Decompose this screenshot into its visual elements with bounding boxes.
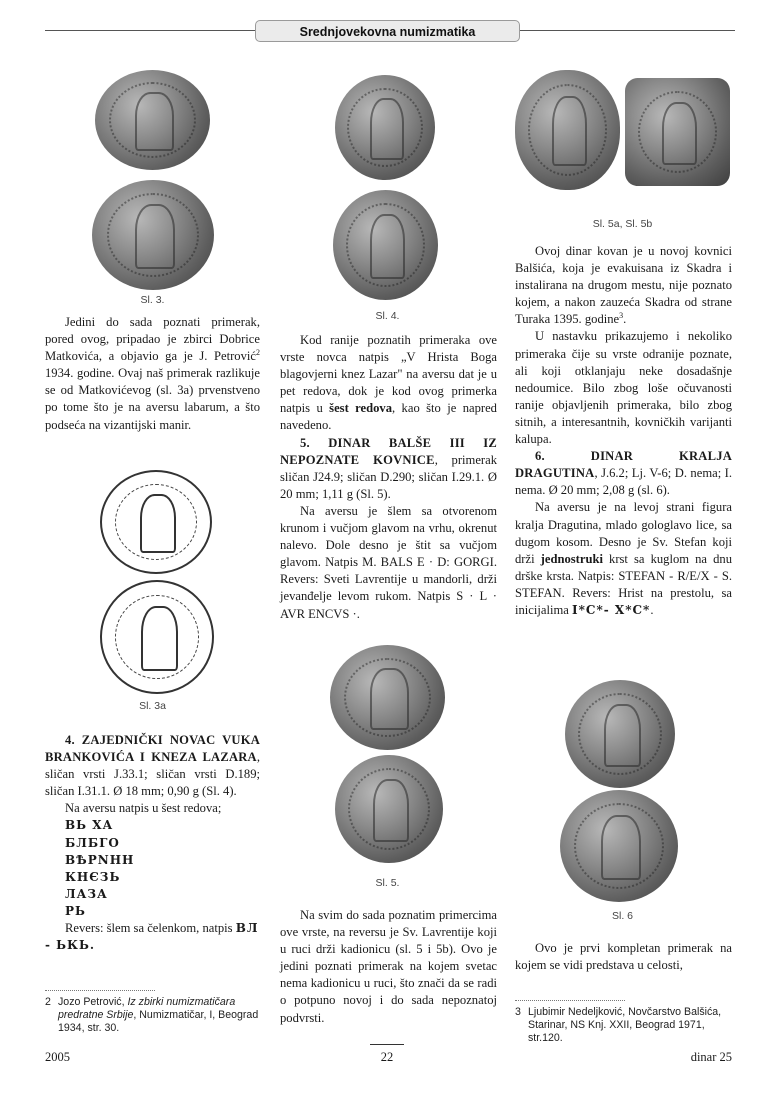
column-2-upper [280, 332, 497, 623]
section-heading: 6. DINAR KRALJA DRAGUTINA [515, 449, 732, 481]
paragraph: U nastavku prikazujemo i nekoliko primeraka čije su vrste odranije poznate, ali koji otklanjaju neke dosadašnje nedoumice. Bilo zbog loše očuvanosti ranije objavljenih primeraka, bilo zbog sitnih, a interesantnih, kovničkih varijanti kalupa. [515, 329, 732, 447]
coin-motif [141, 606, 178, 671]
footnote-2 [45, 996, 263, 1035]
coin-image-sl5a [515, 70, 620, 190]
coin-drawing-sl3a-bottom [100, 580, 214, 694]
footnote-number: 2 [45, 996, 51, 1008]
coin-image-sl3-bottom [92, 180, 214, 290]
coin-image-sl4-top [335, 75, 435, 180]
inscription-line: ЛАЗА [65, 886, 108, 901]
paragraph: Na svim do sada poznatim primercima ove vrste, na reversu je Sv. Lavrentije koji u ruci drži kadionicu (sl. 5 i 5b). Ovo je jedini poznati primerak na kojem svetac nema kadionicu u ruci, što znači da se radi o potpuno novoj i do sada nepoznatoj podvrsti. [280, 908, 497, 1025]
inscription-line: ВѢРNНН [65, 852, 135, 867]
running-header: Srednjovekovna numizmatika [255, 20, 520, 42]
paragraph: Na aversu je šlem sa otvorenom krunom i vučjom glavom na vrhu, okrenut nalevo. Dole desno je štit sa vučjom glavom. Natpis M. BALS E · D: GORGI. Revers: Sveti Lavrentije u mandorli, drži jevanđelje levom rukom. Natpis S · L · AVR ENCVS ·. [280, 503, 497, 621]
bold-text: šest redova [329, 401, 393, 416]
footnote-rule [515, 1000, 625, 1001]
text: Revers: šlem sa čelenkom, natpis [65, 921, 236, 936]
section-5-heading [280, 435, 497, 503]
paragraph [515, 499, 732, 619]
coin-motif [135, 204, 176, 269]
text: , Numizmatičar, I, Beograd 1934, str. 30. [58, 1009, 259, 1034]
text: Na aversu je na levoj strani figura kralja Dragutina, mlado gologlavo lice, sa dugom kosom. Desno je Sv. Stefan koji drži [515, 500, 732, 566]
paragraph [280, 332, 497, 435]
page-number: 22 [370, 1044, 404, 1065]
coin-motif [373, 779, 409, 842]
coin-motif [370, 668, 409, 730]
text: Jozo Petrović, [58, 996, 128, 1008]
coin-image-sl5-bottom [335, 755, 443, 863]
caption-sl5: Sl. 5. [375, 877, 400, 889]
coin-motif [370, 98, 404, 160]
coin-motif [135, 92, 174, 151]
inscription: ВЛ [235, 921, 259, 936]
section-6-heading [515, 448, 732, 499]
coin-drawing-sl3a-top [100, 470, 212, 574]
coin-image-sl3-top [95, 70, 210, 170]
column-1-lower [45, 732, 260, 954]
text: Kod ranije poznatih primeraka ove vrste novca natpis „V Hrista Boga blagovjerni knez Lazar" na aversu dat je u pet redova, dok je kod ovog primerka natpis u [280, 333, 497, 416]
footnote-ref: 2 [256, 348, 260, 357]
footnote-text [45, 996, 263, 1035]
footnote-3 [515, 1006, 733, 1045]
inscription-line: ВЬ ХА [65, 818, 114, 833]
coin-motif [662, 102, 698, 165]
column-3-lower [515, 940, 732, 974]
inscription-line: РЬ [65, 903, 86, 918]
footnote-number: 3 [515, 1006, 521, 1018]
bold-text: jednostruki [540, 551, 603, 566]
inscription: - ЬКЬ. [45, 938, 96, 953]
text: . [623, 312, 627, 327]
coin-motif [601, 815, 640, 881]
section-heading: 5. DINAR BALŠE III IZ NEPOZNATE KOVNICE [280, 435, 497, 467]
paragraph [515, 243, 732, 328]
text: , kao što je napred navedeno. [280, 401, 497, 433]
coin-image-sl5-top [330, 645, 445, 750]
footer-journal: dinar 25 [690, 1050, 732, 1064]
caption-sl6: Sl. 6 [611, 910, 633, 922]
revers-text [45, 920, 260, 937]
caption-sl4: Sl. 4. [375, 310, 400, 322]
inscription: I*C*- X*C* [572, 602, 651, 617]
inscription-line: КНЄЗЬ [65, 869, 121, 884]
coin-motif [370, 214, 406, 279]
column-3-upper [515, 243, 732, 619]
coin-motif [552, 96, 588, 166]
caption-sl3: Sl. 3. [140, 294, 165, 306]
text: , J.6.2; Lj. V-6; D. nema; I. nema. Ø 20 mm; 2,08 g (sl. 6). [515, 466, 732, 498]
caption-sl5ab: Sl. 5a, Sl. 5b [592, 218, 653, 230]
revers-text-cont [45, 937, 260, 954]
text: , primerak sličan J24.9; sličan D.290; sličan I.29.1. Ø 20 mm; 1,11 g (Sl. 5). [280, 452, 497, 501]
coin-motif [140, 494, 176, 553]
footnote-rule [45, 990, 155, 991]
text: 1934. godine. Ovaj naš primerak razlikuje se od Matkovićevog (sl. 3a) prvenstveno po tome što je na aversu labarum, a što podseća na vizantijski manir. [45, 366, 260, 432]
text: , sličan vrsti J.33.1; sličan vrsti D.189; sličan I.31.1. Ø 18 mm; 0,90 g (Sl. 4). [45, 750, 260, 799]
text: krst sa kuglom na dnu drške krsta. Natpis: STEFAN - R/E/X - S. STEFAN. Revers: Hrist na prestolu, sa inicijalima [515, 551, 732, 617]
paragraph: Ovo je prvi kompletan primerak na kojem se vidi predstava u celosti, [515, 941, 732, 973]
inscription-line: БЛБГО [65, 835, 120, 850]
coin-image-sl6-bottom [560, 790, 678, 902]
column-2-lower [280, 907, 497, 1027]
footer-year: 2005 [45, 1050, 70, 1064]
section-4-heading [45, 732, 260, 800]
coin-image-sl6-top [565, 680, 675, 788]
footnote-ref: 3 [619, 311, 624, 321]
coin-image-sl4-bottom [333, 190, 438, 300]
aversus-intro: Na aversu natpis u šest redova; [65, 801, 222, 816]
coin-motif [604, 704, 641, 767]
coin-image-sl5b [625, 78, 730, 186]
header-rule-right [520, 30, 735, 31]
paragraph [45, 314, 260, 434]
text: . [650, 602, 654, 617]
caption-sl3a: Sl. 3a [139, 700, 166, 712]
header-rule-left [45, 30, 255, 31]
column-1-upper [45, 314, 260, 434]
footnote-text: Ljubimir Nedeljković, Novčarstvo Balšića, Starinar, NS Knj. XXII, Beograd 1971, str.120. [528, 1006, 722, 1044]
cyrillic-inscription [45, 817, 260, 920]
text: Jedini do sada poznati primerak, pored ovog, pripadao je zbirci Dobrice Matkovića, a objavio ga je J. Petrović [45, 315, 260, 364]
italic-title: Iz zbirki numizmatičara predratne Srbije [58, 996, 236, 1021]
section-heading: 4. ZAJEDNIČKI NOVAC VUKA BRANKOVIĆA I KNEZA LAZARA [45, 733, 260, 765]
text: Ovoj dinar kovan je u novoj kovnici Balšića, koja je evakuisana iz Skadra i instalirana na drugom mestu, nije poznato kojem, a nakon zauzeća Skadra od strane Turaka 1395. godine [515, 244, 732, 327]
